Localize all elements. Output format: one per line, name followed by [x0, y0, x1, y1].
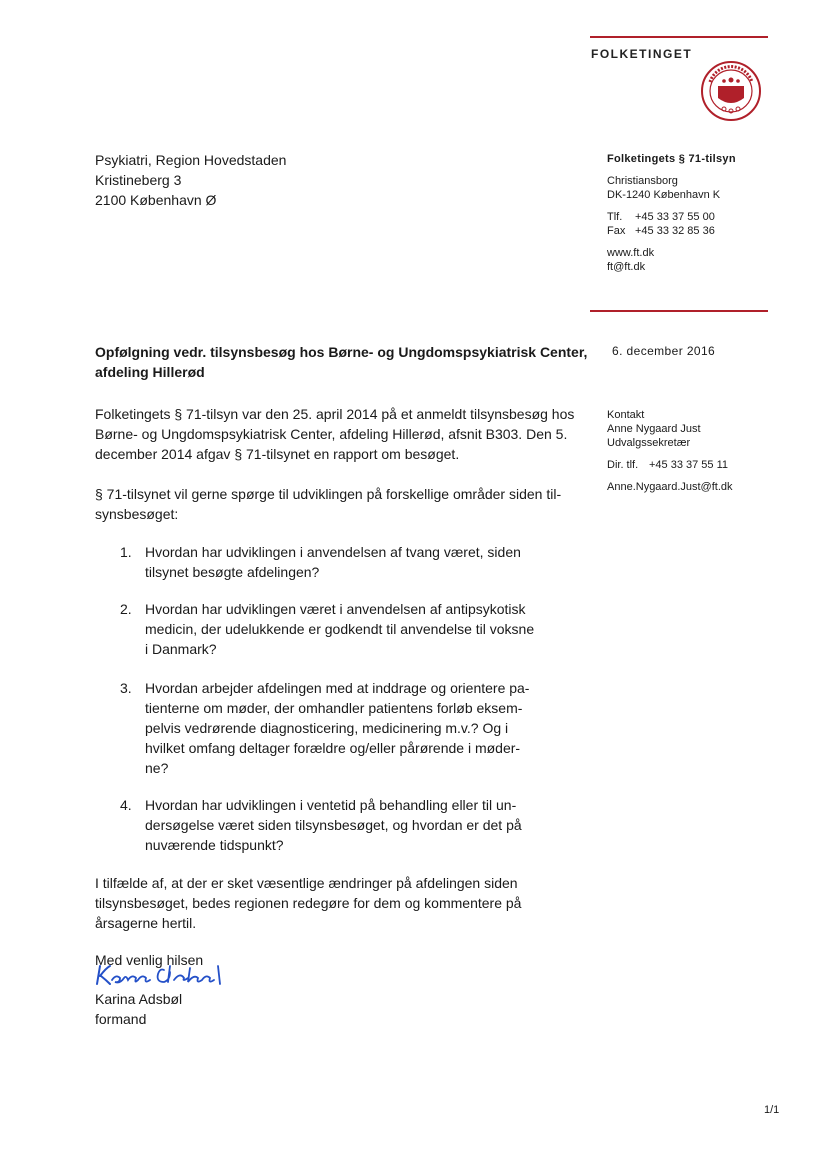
- question-line: Hvordan arbejder afdelingen med at inddrage og orientere pa-: [145, 680, 530, 696]
- sender-title: Folketingets § 71-tilsyn: [607, 153, 736, 165]
- phone-label: Tlf.: [607, 211, 623, 223]
- sender-web: www.ft.dk: [607, 247, 655, 259]
- body-line: I tilfælde af, at der er sket væsentlige ændringer på afdelingen siden: [95, 875, 518, 891]
- question-line: medicin, der udelukkende er godkendt til anvendelse til voksne: [145, 621, 535, 637]
- question-line: dersøgelse været siden tilsynsbesøget, og hvordan er det på: [145, 817, 522, 833]
- closing-greeting: Med venlig hilsen: [95, 952, 204, 968]
- question-number: 2.: [120, 601, 132, 617]
- subject-line: Opfølgning vedr. tilsynsbesøg hos Børne- og Ungdomspsykiatrisk Center,: [95, 344, 588, 360]
- question-line: Hvordan har udviklingen i ventetid på behandling eller til un-: [145, 797, 517, 813]
- fax-label: Fax: [607, 225, 626, 237]
- body-line: december 2014 afgav § 71-tilsynet en rapport om besøget.: [95, 446, 460, 462]
- direct-phone-label: Dir. tlf.: [607, 459, 639, 471]
- body-line: årsagerne hertil.: [95, 915, 197, 931]
- body-paragraph-1: [95, 404, 575, 464]
- sender-address-line: Christiansborg: [607, 175, 678, 187]
- contact-direct-phone: [607, 458, 777, 472]
- sender-fax: [607, 224, 777, 238]
- question-line: tilsynet besøgte afdelingen?: [145, 564, 320, 580]
- recipient-line: Psykiatri, Region Hovedstaden: [95, 152, 287, 168]
- question-line: i Danmark?: [145, 641, 217, 657]
- contact-block: [607, 408, 777, 494]
- question-line: tienterne om møder, der omhandler patientens forløb eksem-: [145, 700, 523, 716]
- recipient-line: 2100 København Ø: [95, 192, 217, 208]
- sender-email: ft@ft.dk: [607, 261, 646, 273]
- question-number: 1.: [120, 544, 132, 560]
- question-1: [145, 542, 545, 582]
- question-line: ne?: [145, 760, 169, 776]
- sender-block: [607, 152, 777, 274]
- question-number: 3.: [120, 680, 132, 696]
- subject-line: afdeling Hillerød: [95, 364, 205, 380]
- question-2: [145, 599, 545, 659]
- body-line: Børne- og Ungdomspsykiatrisk Center, afdeling Hillerød, afsnit B303. Den 5.: [95, 426, 568, 442]
- contact-role: Udvalgssekretær: [607, 437, 691, 449]
- question-line: Hvordan har udviklingen været i anvendelsen af antipsykotisk: [145, 601, 526, 617]
- sender-phone: [607, 210, 777, 224]
- body-paragraph-2: [95, 484, 575, 524]
- page-number: 1/1: [764, 1104, 780, 1116]
- sender-address-line: DK-1240 København K: [607, 189, 721, 201]
- body-line: Folketingets § 71-tilsyn var den 25. april 2014 på et anmeldt tilsynsbesøg hos: [95, 406, 575, 422]
- fax-number: +45 33 32 85 36: [635, 225, 715, 237]
- header-rule-top: [590, 36, 768, 38]
- subject: [95, 342, 595, 382]
- letter-date: 6. december 2016: [612, 344, 716, 358]
- body-line: tilsynsbesøget, bedes regionen redegøre for dem og kommentere på: [95, 895, 522, 911]
- question-line: nuværende tidspunkt?: [145, 837, 284, 853]
- question-line: pelvis vedrørende diagnosticering, medicinering m.v.? Og i: [145, 720, 509, 736]
- contact-name: Anne Nygaard Just: [607, 423, 701, 435]
- question-number: 4.: [120, 797, 132, 813]
- header-rule-bottom: [590, 310, 768, 312]
- direct-phone-number: +45 33 37 55 11: [649, 459, 729, 471]
- body-line: § 71-tilsynet vil gerne spørge til udviklingen på forskellige områder siden til-: [95, 486, 562, 502]
- body-paragraph-3: [95, 873, 575, 933]
- signer-title: formand: [95, 1011, 147, 1027]
- question-3: [145, 678, 545, 778]
- contact-label: Kontakt: [607, 409, 645, 421]
- phone-number: +45 33 37 55 00: [635, 211, 715, 223]
- question-line: hvilket omfang deltager forældre og/eller pårørende i møder-: [145, 740, 521, 756]
- handwritten-signature: [94, 962, 244, 990]
- folketinget-seal-logo: [700, 60, 762, 122]
- question-4: [145, 795, 545, 855]
- body-line: synsbesøget:: [95, 506, 179, 522]
- signer-name: Karina Adsbøl: [95, 991, 183, 1007]
- contact-email: Anne.Nygaard.Just@ft.dk: [607, 481, 733, 493]
- org-name: FOLKETINGET: [591, 47, 693, 61]
- question-line: Hvordan har udviklingen i anvendelsen af tvang været, siden: [145, 544, 521, 560]
- recipient-address: [95, 150, 286, 210]
- recipient-line: Kristineberg 3: [95, 172, 182, 188]
